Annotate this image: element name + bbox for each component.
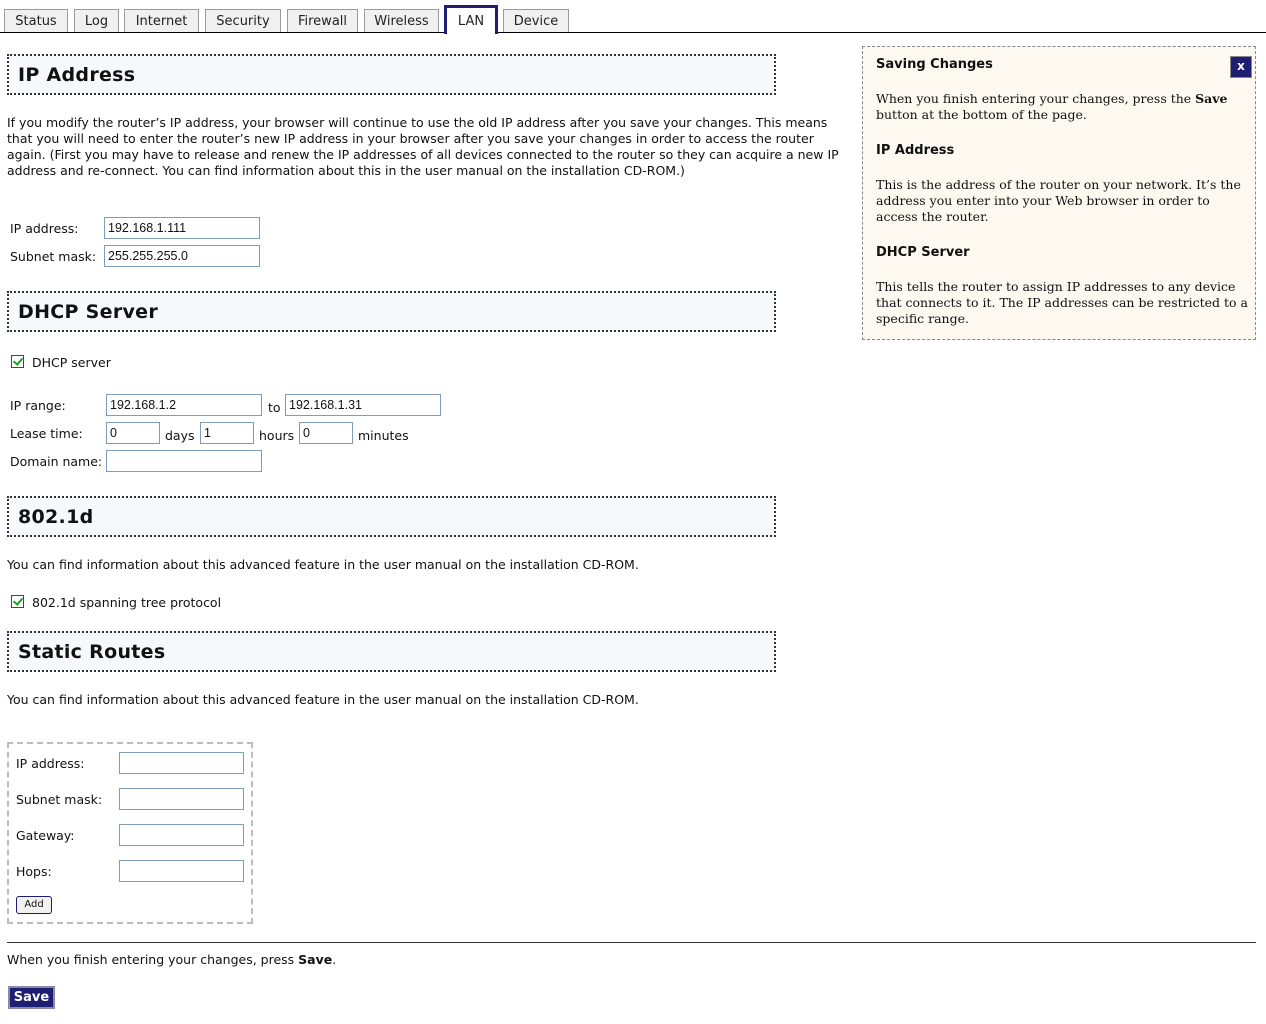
footer-instruction-text: When you finish entering your changes, press (7, 952, 299, 967)
tab-bar-divider (0, 32, 1266, 33)
help-dhcp-server-title: DHCP Server (876, 245, 970, 260)
footer-instruction-save: Save (298, 952, 333, 967)
ip-range-to-label: to (268, 400, 281, 415)
ip-address-section-header (7, 54, 776, 95)
route-gateway-input[interactable] (119, 824, 244, 846)
footer-instruction (7, 952, 336, 967)
stp-checkbox-label: 802.1d spanning tree protocol (32, 595, 222, 610)
lease-days-input[interactable] (106, 422, 160, 444)
static-routes-section-title: Static Routes (18, 641, 166, 663)
route-ip-address-label: IP address: (16, 756, 85, 771)
tab-firewall[interactable]: Firewall (287, 9, 358, 32)
subnet-mask-label: Subnet mask: (10, 249, 97, 264)
dhcp-server-section-header (7, 291, 776, 332)
subnet-mask-input[interactable] (104, 245, 260, 267)
add-route-button[interactable]: Add (16, 896, 52, 914)
ip-address-description: If you modify the router’s IP address, your browser will continue to use the old IP address after you save your changes. This means that you will need to enter the router’s new IP address in your browser after you save your changes in order to access the router again. (First you may have to release and renew the IP addresses of all devices connected to the router so they can acquire a new IP address and re-connect. You can find information about this in the user manual on the installation CD-ROM.) (7, 115, 839, 178)
help-saving-text-save: Save (1195, 91, 1228, 106)
ip-range-label: IP range: (10, 398, 66, 413)
tab-internet[interactable]: Internet (124, 9, 199, 32)
lease-hours-label: hours (259, 428, 295, 443)
ip-address-label: IP address: (10, 221, 79, 236)
tab-lan[interactable]: LAN (444, 5, 498, 34)
route-subnet-mask-input[interactable] (119, 788, 244, 810)
help-saving-text-end: button at the bottom of the page. (876, 107, 1087, 122)
footer-divider (7, 942, 1256, 943)
tab-bar (0, 0, 1266, 34)
help-ip-address-text: This is the address of the router on your network. It’s the address you enter into your Web browser in order to access the router. (876, 177, 1241, 224)
footer-instruction-end: . (332, 952, 337, 967)
ip-range-start-input[interactable] (106, 394, 262, 416)
static-routes-description: You can find information about this advanced feature in the user manual on the installation CD-ROM. (7, 692, 639, 707)
route-gateway-label: Gateway: (16, 828, 75, 843)
dhcp-server-checkbox-label: DHCP server (32, 355, 111, 370)
tab-log[interactable]: Log (74, 9, 119, 32)
route-subnet-mask-label: Subnet mask: (16, 792, 103, 807)
help-ip-address-title: IP Address (876, 143, 955, 158)
help-panel (862, 46, 1256, 340)
route-ip-address-input[interactable] (119, 752, 244, 774)
close-help-button[interactable]: x (1230, 56, 1252, 78)
help-saving-title: Saving Changes (876, 57, 993, 72)
lease-time-label: Lease time: (10, 426, 83, 441)
save-button[interactable]: Save (8, 986, 55, 1009)
ip-range-end-input[interactable] (285, 394, 441, 416)
domain-name-label: Domain name: (10, 454, 103, 469)
domain-name-input[interactable] (106, 450, 262, 472)
lease-hours-input[interactable] (200, 422, 254, 444)
stp-checkbox[interactable] (11, 595, 24, 608)
help-dhcp-server-text: This tells the router to assign IP addresses to any device that connects to it. The IP addresses can be restricted to a specific range. (876, 279, 1248, 326)
dhcp-server-checkbox[interactable] (11, 355, 24, 368)
help-saving-text-start: When you finish entering your changes, press the (876, 91, 1196, 106)
ip-address-input[interactable] (104, 217, 260, 239)
tab-status[interactable]: Status (4, 9, 68, 32)
route-hops-label: Hops: (16, 864, 52, 879)
lease-days-label: days (165, 428, 195, 443)
stp-section-title: 802.1d (18, 506, 94, 528)
lease-minutes-input[interactable] (299, 422, 353, 444)
help-saving-text (876, 91, 1252, 123)
tab-wireless[interactable]: Wireless (364, 9, 439, 32)
lease-minutes-label: minutes (358, 428, 409, 443)
dhcp-server-section-title: DHCP Server (18, 301, 159, 323)
tab-security[interactable]: Security (205, 9, 281, 32)
ip-address-section-title: IP Address (18, 64, 136, 86)
stp-description: You can find information about this advanced feature in the user manual on the installation CD-ROM. (7, 557, 639, 572)
stp-section-header (7, 496, 776, 537)
route-hops-input[interactable] (119, 860, 244, 882)
tab-device[interactable]: Device (503, 9, 569, 32)
static-routes-section-header (7, 631, 776, 672)
